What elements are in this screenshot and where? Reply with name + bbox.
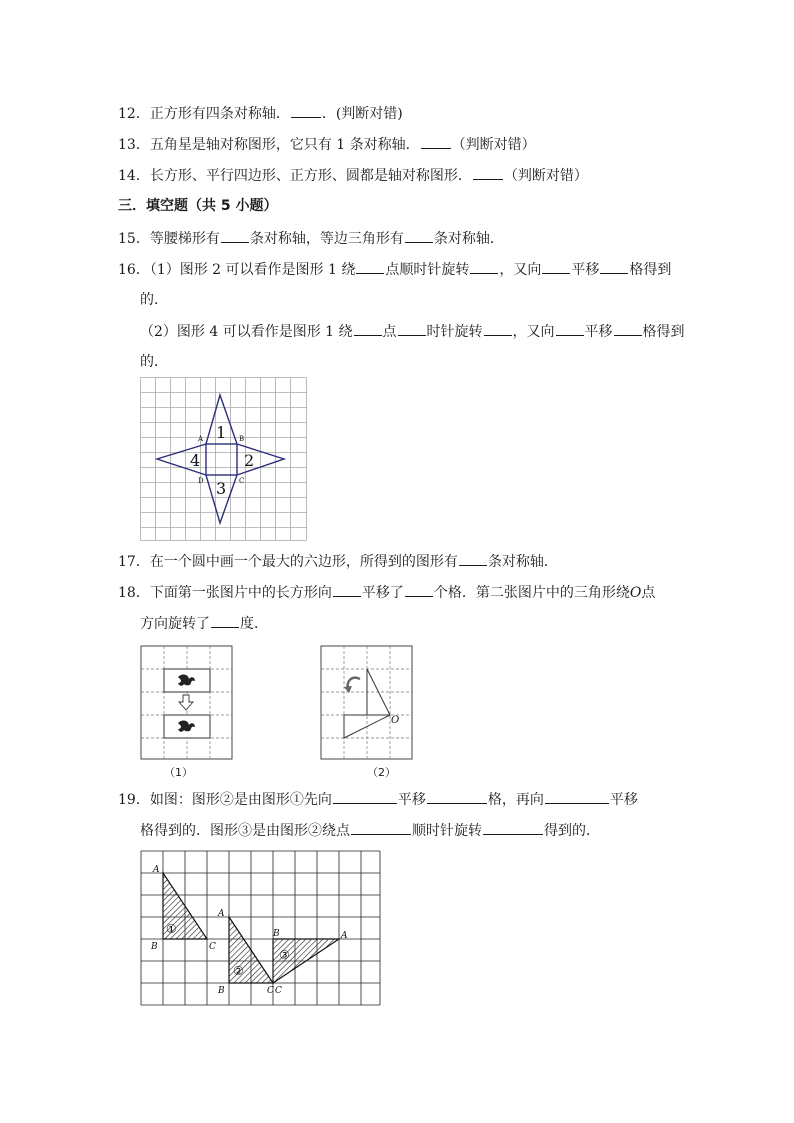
- point-label-c: C: [239, 477, 245, 485]
- answer-blank[interactable]: [398, 321, 426, 336]
- triangle-1-label: ①: [166, 922, 177, 936]
- point-label-a3: A: [341, 931, 348, 941]
- point-label-b1: B: [151, 942, 158, 952]
- figure-label-2: 2: [244, 451, 255, 470]
- star-outline: [157, 395, 284, 523]
- figure-18-caption-1: （1）: [164, 766, 193, 779]
- question-18: 18．下面第一张图片中的长方形向 平移了 个格．第二张图片中的三角形绕O点: [118, 582, 655, 603]
- answer-blank[interactable]: [545, 789, 609, 804]
- question-16-part1: 16．（1）图形 2 可以看作是图形 1 绕 点顺时针旋转 ，又向 平移 格得到: [118, 259, 671, 280]
- answer-blank[interactable]: [483, 820, 543, 835]
- answer-blank[interactable]: [333, 582, 361, 597]
- triangle-3-label: ③: [279, 948, 290, 962]
- question-13: 13．五角星是轴对称图形，它只有 1 条对称轴． （判断对错）: [118, 134, 536, 155]
- answer-blank[interactable]: [470, 259, 498, 274]
- down-arrow-icon: [179, 695, 193, 710]
- question-19-end: 格得到的．图形③是由图形②绕点 顺时针旋转 得到的．: [140, 820, 600, 841]
- grid-lines: [141, 378, 307, 541]
- answer-blank[interactable]: [333, 789, 397, 804]
- figure-label-4: 4: [190, 451, 201, 470]
- figure-18-caption-2: （2）: [367, 766, 396, 779]
- figure-label-1: 1: [216, 423, 227, 442]
- point-label-b3: B: [273, 929, 280, 939]
- answer-blank[interactable]: [459, 551, 487, 566]
- section-heading: 三．填空题（共 5 小题）: [118, 198, 278, 214]
- answer-blank[interactable]: [614, 321, 642, 336]
- figure-label-3: 3: [216, 479, 227, 498]
- point-label-o: O: [391, 715, 400, 726]
- question-16-part2-end: 的．: [140, 354, 168, 370]
- answer-blank[interactable]: [542, 259, 570, 274]
- answer-blank[interactable]: [221, 228, 249, 243]
- point-label-a: A: [198, 435, 204, 443]
- answer-blank[interactable]: [421, 134, 451, 149]
- point-label-c3: C: [267, 986, 274, 996]
- point-label-a1: A: [153, 865, 160, 875]
- question-17: 17．在一个圆中画一个最大的六边形，所得到的图形有 条对称轴．: [118, 551, 558, 572]
- answer-blank[interactable]: [556, 321, 584, 336]
- figure-18-translation: [140, 645, 234, 761]
- answer-blank[interactable]: [291, 103, 321, 118]
- point-label-c1: C: [209, 942, 216, 952]
- question-15: 15．等腰梯形有 条对称轴，等边三角形有 条对称轴．: [118, 228, 504, 249]
- answer-blank[interactable]: [351, 820, 411, 835]
- answer-blank[interactable]: [405, 582, 433, 597]
- answer-blank[interactable]: [354, 321, 382, 336]
- figure-16-star-grid: [140, 377, 308, 541]
- answer-blank[interactable]: [484, 321, 512, 336]
- point-label-b2: B: [218, 986, 225, 996]
- question-12: 12．正方形有四条对称轴． ．(判断对错): [118, 103, 403, 124]
- answer-blank[interactable]: [405, 228, 433, 243]
- answer-blank[interactable]: [356, 259, 384, 274]
- answer-blank[interactable]: [600, 259, 628, 274]
- point-label-a2: A: [218, 909, 225, 919]
- triangle-2-label: ②: [233, 964, 244, 978]
- figure-19-grid: [140, 850, 382, 1008]
- answer-blank[interactable]: [211, 613, 239, 628]
- answer-blank[interactable]: [473, 165, 503, 180]
- question-14: 14．长方形、平行四边形、正方形、圆都是轴对称图形． （判断对错）: [118, 165, 588, 186]
- point-label-c2: C: [275, 986, 282, 996]
- question-19: 19．如图：图形②是由图形①先向 平移 格，再向 平移: [118, 789, 638, 810]
- question-18-end: 方向旋转了 度．: [140, 613, 268, 634]
- figure-18-rotation: [320, 645, 414, 761]
- question-16-part2: （2）图形 4 可以看作是图形 1 绕 点 时针旋转 ，又向 平移 格得到: [140, 321, 685, 342]
- point-label-b: B: [239, 435, 245, 443]
- question-16-part1-end: 的．: [140, 292, 168, 308]
- point-label-d: D: [198, 477, 204, 485]
- answer-blank[interactable]: [427, 789, 487, 804]
